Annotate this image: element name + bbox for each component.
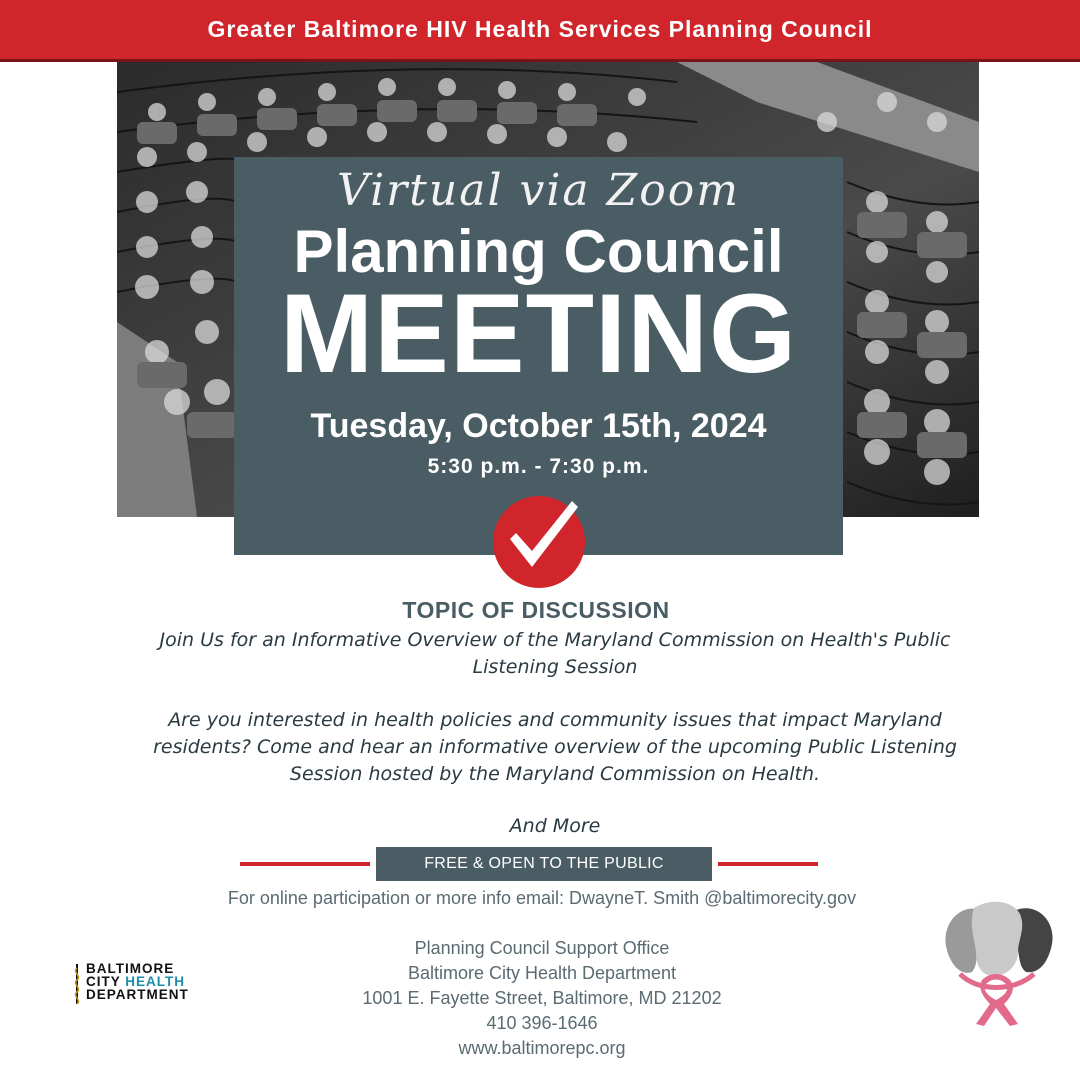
free-open-label: FREE & OPEN TO THE PUBLIC	[424, 855, 664, 872]
topic-intro-line: Listening Session	[472, 656, 638, 678]
topic-description-line: residents? Come and hear an informative overview of the upcoming Public Listening	[153, 736, 957, 758]
bchd-logo-line: DEPARTMENT	[86, 987, 189, 1002]
free-open-badge	[376, 847, 712, 881]
topic-heading: TOPIC OF DISCUSSION	[402, 597, 670, 623]
topic-intro-line: Join Us for an Informative Overview of the Maryland Commission on Health's Public	[159, 629, 951, 651]
banner-title: Greater Baltimore HIV Health Services Planning Council	[207, 16, 873, 42]
website-link[interactable]: www.baltimorepc.org	[458, 1038, 626, 1058]
virtual-via-zoom-title: Virtual via Zoom	[337, 165, 740, 216]
topic-description-line: Are you interested in health policies and community issues that impact Maryland	[168, 709, 942, 731]
red-circle-checkmark-icon	[492, 495, 586, 589]
office-name: Planning Council Support Office	[414, 938, 670, 958]
divider-right	[718, 862, 818, 866]
topic-intro	[140, 627, 970, 681]
planning-council-title: Planning Council	[293, 218, 784, 285]
topic-description	[140, 707, 970, 788]
meeting-title: MEETING	[279, 271, 798, 396]
and-more-text: And More	[509, 815, 601, 837]
street-address: 1001 E. Fayette Street, Baltimore, MD 21202	[362, 988, 722, 1008]
caduceus-icon	[72, 964, 82, 1004]
topic-description-line: Session hosted by the Maryland Commission on Health.	[289, 763, 821, 785]
bchd-logo-health: HEALTH	[125, 974, 186, 989]
free-open-row	[240, 847, 818, 881]
department-name: Baltimore City Health Department	[407, 963, 677, 983]
meeting-date: Tuesday, October 15th, 2024	[310, 407, 767, 445]
profile-heads-ribbon-icon	[938, 896, 1058, 1028]
contact-address-block	[292, 936, 792, 1061]
top-banner	[0, 0, 1080, 62]
meeting-time: 5:30 p.m. - 7:30 p.m.	[427, 455, 650, 478]
baltimore-city-health-department-logo	[70, 962, 220, 1006]
bchd-logo-line: BALTIMORE	[86, 961, 175, 976]
phone-number[interactable]: 410 396-1646	[486, 1013, 598, 1033]
email-contact-line[interactable]: For online participation or more info email: DwayneT. Smith @baltimorecity.gov	[227, 888, 857, 908]
bchd-logo-line: CITY	[86, 974, 126, 989]
divider-left	[240, 862, 370, 866]
